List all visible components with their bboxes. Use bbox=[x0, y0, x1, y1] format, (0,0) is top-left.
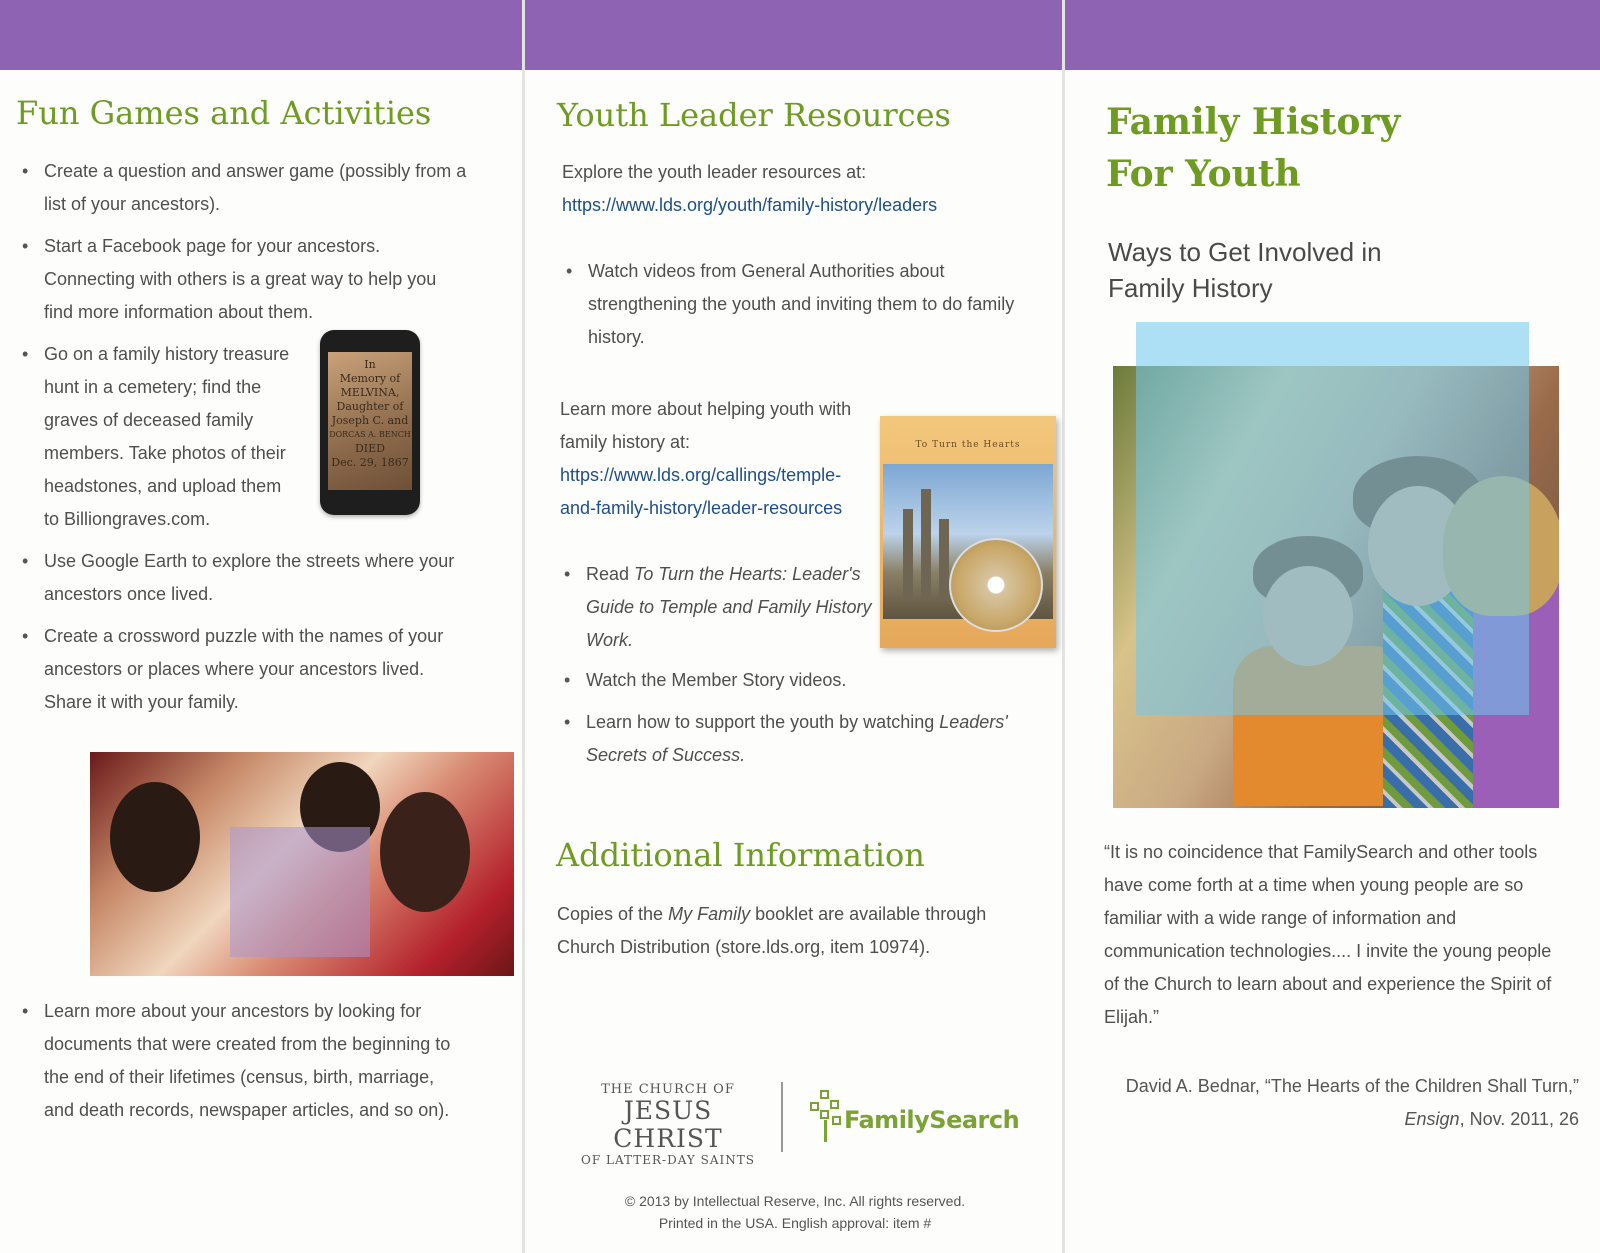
copyright bbox=[560, 1190, 1030, 1234]
copyright-line2: Printed in the USA. English approval: item # bbox=[658, 1215, 932, 1231]
temple-spire bbox=[939, 519, 949, 599]
fun-games-heading: Fun Games and Activities bbox=[16, 94, 432, 132]
headstone-text: DIED bbox=[354, 442, 385, 455]
subtitle-line2: Family History bbox=[1108, 273, 1273, 303]
temple-photo bbox=[883, 464, 1053, 619]
learn-block bbox=[560, 393, 870, 525]
tree-icon bbox=[810, 1090, 848, 1146]
attribution-suffix: , Nov. 2011, 26 bbox=[1459, 1109, 1579, 1129]
read-prefix: Read bbox=[586, 564, 635, 584]
church-logo-line2: JESUS CHRIST bbox=[613, 1096, 723, 1153]
list-item: • Watch the Member Story videos. bbox=[560, 664, 1030, 697]
attribution-source: Ensign bbox=[1404, 1109, 1460, 1129]
headstone-text: In bbox=[364, 358, 376, 371]
list-item: • Use Google Earth to explore the streets where your ancestors once lived. bbox=[18, 545, 468, 611]
copies-title: My Family bbox=[668, 904, 751, 924]
logo-divider bbox=[781, 1082, 783, 1152]
page-title bbox=[1106, 96, 1400, 200]
headstone-text: Memory of bbox=[339, 372, 401, 385]
list-item: • Start a Facebook page for your ancestors. Connecting with others is a great way to help you find more information about them. bbox=[18, 230, 468, 329]
support-title: Leaders' Secrets of Success. bbox=[586, 712, 1008, 765]
leader-resources-link[interactable]: https://www.lds.org/callings/temple-and-family-history/leader-resources bbox=[560, 465, 843, 518]
book-cover bbox=[880, 416, 1056, 648]
video-list bbox=[560, 664, 1030, 772]
learn-text: Learn more about helping youth with family history at: bbox=[560, 399, 852, 452]
title-line1: Family History bbox=[1106, 101, 1401, 143]
copies-suffix: booklet are available through Church Distribution (store.lds.org, item 10974). bbox=[557, 904, 987, 957]
explore-block bbox=[562, 156, 1032, 222]
copies-text bbox=[557, 898, 1027, 964]
copies-prefix: Copies of the bbox=[557, 904, 669, 924]
headstone-text: Dec. 29, 1867 bbox=[331, 456, 409, 469]
list-item: • Create a crossword puzzle with the names of your ancestors or places where your ancestors lived. Share it with your family. bbox=[18, 620, 468, 719]
church-logo-line1: THE CHURCH OF bbox=[601, 1082, 735, 1097]
list-item: • Watch videos from General Authorities about strengthening the youth and inviting them to do family history. bbox=[562, 255, 1032, 354]
title-line2: For Youth bbox=[1106, 153, 1301, 195]
list-item: • Create a question and answer game (possibly from a list of your ancestors). bbox=[18, 155, 468, 221]
church-logo bbox=[568, 1082, 768, 1167]
leaders-link[interactable]: https://www.lds.org/youth/family-history/leaders bbox=[562, 195, 938, 215]
attribution bbox=[1104, 1070, 1579, 1136]
copyright-line1: © 2013 by Intellectual Reserve, Inc. All rights reserved. bbox=[624, 1193, 966, 1209]
church-logo-line3: OF LATTER-DAY SAINTS bbox=[581, 1153, 755, 1167]
youth-leader-heading: Youth Leader Resources bbox=[557, 96, 951, 134]
watch-list bbox=[562, 255, 1032, 354]
person-silhouette bbox=[380, 792, 470, 912]
list-item: • Learn more about your ancestors by looking for documents that were created from the beginning to the end of their lifetimes (census, birth, marriage, and death records, newspaper articles, and so on). bbox=[18, 995, 468, 1127]
list-item bbox=[560, 558, 880, 657]
headstone-text: Daughter of bbox=[336, 400, 404, 413]
quote: “It is no coincidence that FamilySearch and other tools have come forth at a time when young people are so familiar with a wide range of information and communication technologies.... I invite the young people of the Church to learn about and experience the Spirit of Elijah.” bbox=[1104, 842, 1552, 1027]
activities-list-bottom bbox=[18, 995, 468, 1127]
headstone-photo bbox=[328, 352, 412, 490]
attribution-prefix: David A. Bednar, “The Hearts of the Children Shall Turn,” bbox=[1125, 1076, 1579, 1096]
purple-band bbox=[525, 0, 1062, 70]
temple-spire bbox=[903, 509, 913, 599]
purple-band bbox=[0, 0, 522, 70]
list-item bbox=[560, 706, 1030, 772]
familysearch-wordmark: FamilySearch bbox=[844, 1106, 1020, 1134]
list-item: • Go on a family history treasure hunt in a cemetery; find the graves of deceased family members. Take photos of their headstones, and upload them to Billiongraves.com. bbox=[18, 338, 294, 536]
headstone-text: MELVINA, bbox=[340, 386, 400, 399]
read-title: To Turn the Hearts: Leader's Guide to Temple and Family History Work. bbox=[586, 564, 872, 650]
dvd-disc bbox=[949, 538, 1043, 632]
support-prefix: Learn how to support the youth by watching bbox=[586, 712, 940, 732]
subtitle bbox=[1108, 234, 1382, 306]
headstone-text: Joseph C. and bbox=[331, 414, 409, 427]
book-title: To Turn the Hearts bbox=[915, 440, 1021, 450]
read-list bbox=[560, 558, 880, 666]
temple-spire bbox=[921, 489, 931, 599]
family-photo bbox=[90, 752, 514, 976]
photo-overlay bbox=[1136, 322, 1529, 715]
photo-overlay bbox=[230, 827, 370, 957]
person-silhouette bbox=[110, 782, 200, 892]
phone-image bbox=[320, 330, 420, 515]
additional-info-heading: Additional Information bbox=[556, 836, 925, 874]
purple-band bbox=[1065, 0, 1600, 70]
headstone-text: DORCAS A. BENCH bbox=[329, 430, 411, 439]
explore-text: Explore the youth leader resources at: bbox=[562, 162, 867, 182]
subtitle-line1: Ways to Get Involved in bbox=[1108, 237, 1382, 267]
